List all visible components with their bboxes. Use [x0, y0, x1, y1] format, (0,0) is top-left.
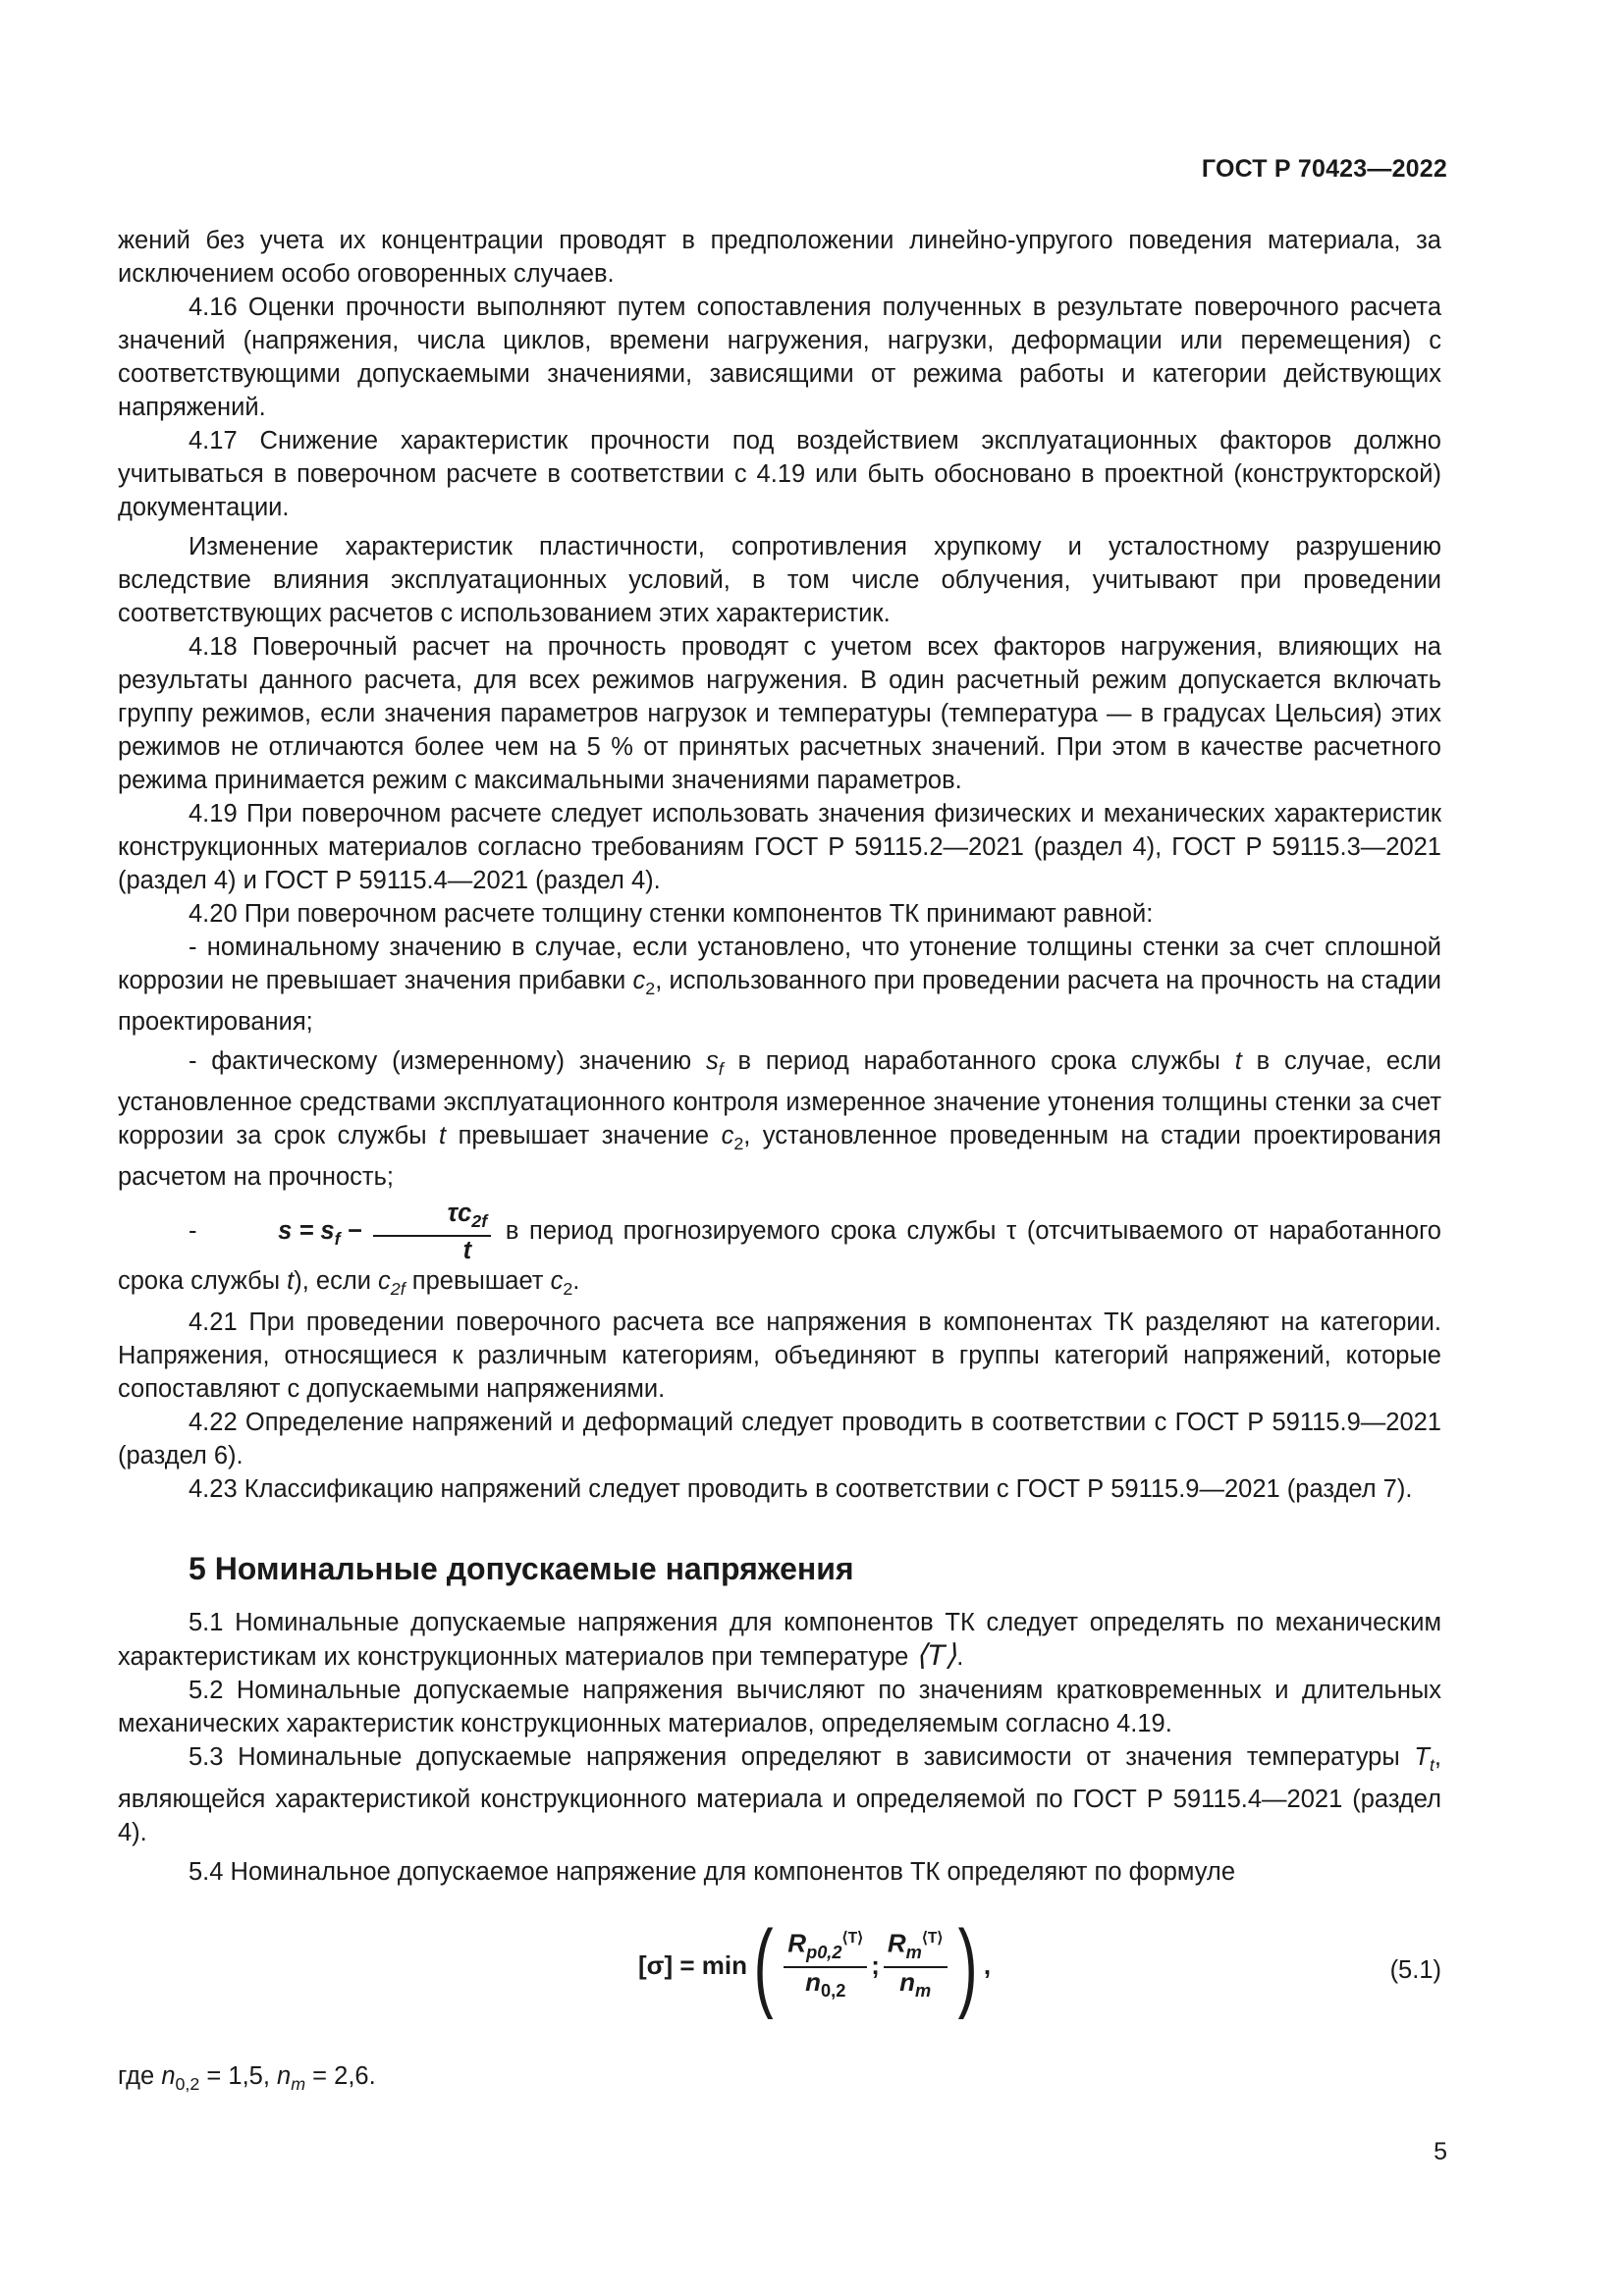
paragraph: 5.2 Номинальные допускаемые напряжения вычисляют по значениям кратковременных и длительных механических характеристик конструкционных материалов, определяемым согласно 4.19.	[118, 1677, 1441, 1738]
standard-header: ГОСТ Р 70423—2022	[1201, 155, 1447, 183]
temperature-symbol: ⟨T⟩	[915, 1639, 957, 1673]
paragraph: - фактическому (измеренному) значению $s_f$ в период наработанного срока службы t в случае, если установленное средствами эксплуатационного контроля измеренное значение утонения толщины стенки за счет коррозии за срок службы t превышает значение $c_2$, установленное проведенным на стадии проектирования расчетом на прочность;	[118, 1047, 1441, 1192]
document-body	[118, 224, 1441, 2101]
paragraph: 4.18 Поверочный расчет на прочность проводят с учетом всех факторов нагружения, влияющих на результаты данного расчета, для всех режимов нагружения. В один расчетный режим допускается включать группу режимов, если значения параметров нагрузок и температуры (температура — в градусах Цельсия) этих режимов не отличаются более чем на 5 % от принятых расчетных значений. При этом в качестве расчетного режима принимается режим с максимальными значениями параметров.	[118, 633, 1441, 794]
paragraph: 4.23 Классификацию напряжений следует проводить в соответствии с ГОСТ Р 59115.9—2021 (раздел 7).	[189, 1475, 1413, 1504]
paragraph: 5.4 Номинальное допускаемое напряжение для компонентов ТК определяют по формуле	[189, 1857, 1235, 1886]
page-number: 5	[1434, 2138, 1447, 2165]
equation-body: [σ] = min ( $\frac{R_{p0,2}^{⟨T⟩}}{n_{0,2}}$ ; $\frac{R_m^{⟨T⟩}}{n_m}$ ) ,	[638, 1909, 992, 2020]
paragraph: 5.1 Номинальные допускаемые напряжения для компонентов ТК следует определять по механическим характеристикам их конструкционных материалов при температуре ⟨T⟩.	[118, 1609, 1441, 1673]
paragraph: 4.22 Определение напряжений и деформаций следует проводить в соответствии с ГОСТ Р 59115.9—2021 (раздел 6).	[118, 1409, 1441, 1470]
paragraph: где $n_{0,2} = 1,5$, $n_m = 2,6$.	[118, 2061, 376, 2094]
paragraph: 4.17 Снижение характеристик прочности под воздействием эксплуатационных факторов должно учитываться в поверочном расчете в соответствии с 4.19 или быть обосновано в проектной (конструкторской) документации.	[118, 427, 1441, 521]
paragraph: 4.21 При проведении поверочного расчета все напряжения в компонентах ТК разделяют на категории. Напряжения, относящиеся к различным категориям, объединяют в группы категорий напряжений, которые сопоставляют с допускаемыми напряжениями.	[118, 1308, 1441, 1404]
formula-s: $s = s_f$ − $\frac{\tau c_{2f}}{t}$	[207, 1200, 495, 1264]
paragraph: Изменение характеристик пластичности, сопротивления хрупкому и усталостному разрушению вследствие влияния эксплуатационных условий, в том числе облучения, учитывают при проведении соответствующих расчетов с использованием этих характеристик.	[118, 533, 1441, 627]
equation-number: (5.1)	[1389, 1955, 1441, 1984]
paragraph: - номинальному значению в случае, если установлено, что утонение толщины стенки за счет сплошной коррозии не превышает значения прибавки $c_2$, использованного при проведении расчета на прочность на стадии проектирования;	[118, 934, 1441, 1037]
section-heading: 5 Номинальные допускаемые напряжения	[189, 1551, 854, 1587]
paragraph: жений без учета их концентрации проводят в предположении линейно-упругого поведения материала, за исключением особо оговоренных случаев.	[118, 227, 1441, 288]
paragraph: 5.3 Номинальные допускаемые напряжения определяют в зависимости от значения температуры $T_t$, являющейся характеристикой конструкционного материала и определяемой по ГОСТ Р 59115.4—2021 (раздел 4).	[118, 1743, 1441, 1846]
paragraph-formula-s: - $s = s_f$ − $\frac{\tau c_{2f}}{t}$ в период прогнозируемого срока службы τ (отсчитываемого от наработанного срока службы t), если $c_{2f}$ превышает $c_2$.	[118, 1200, 1441, 1300]
equation-5-1	[118, 1902, 1441, 2040]
paragraph: 4.20 При поверочном расчете толщину стенки компонентов ТК принимают равной:	[189, 900, 1154, 928]
paragraph: 4.19 При поверочном расчете следует использовать значения физических и механических характеристик конструкционных материалов согласно требованиям ГОСТ Р 59115.2—2021 (раздел 4), ГОСТ Р 59115.3—2021 (раздел 4) и ГОСТ Р 59115.4—2021 (раздел 4).	[118, 800, 1441, 894]
paragraph: 4.16 Оценки прочности выполняют путем сопоставления полученных в результате поверочного расчета значений (напряжения, числа циклов, времени нагружения, нагрузки, деформации или перемещения) с соответствующими допускаемыми значениями, зависящими от режима работы и категории действующих напряжений.	[118, 294, 1441, 421]
